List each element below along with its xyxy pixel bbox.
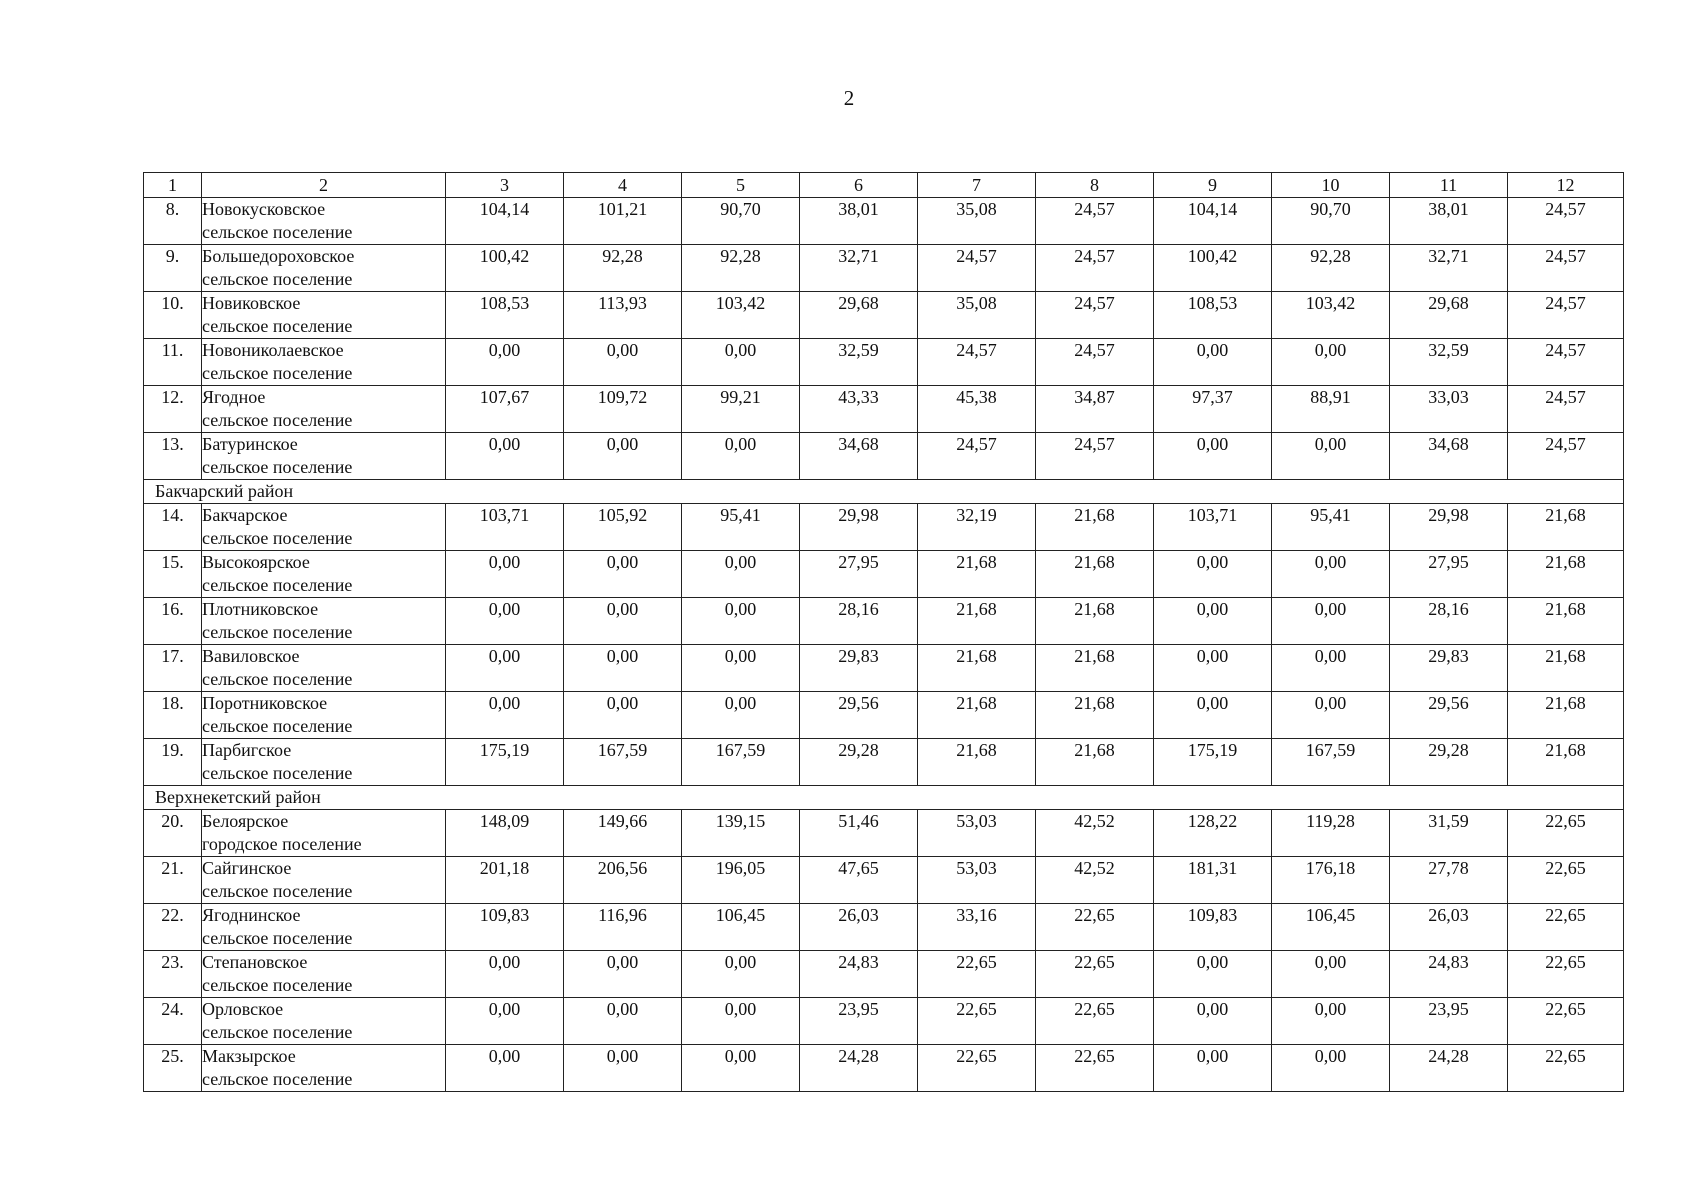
row-number: 8. — [144, 198, 202, 245]
value-cell: 0,00 — [1272, 951, 1390, 998]
table-header — [144, 173, 1624, 198]
settlement-name: Высокоярское — [202, 552, 310, 572]
value-cell: 0,00 — [446, 692, 564, 739]
value-cell: 0,00 — [1272, 433, 1390, 480]
value-cell: 22,65 — [1508, 998, 1624, 1045]
value-cell: 196,05 — [682, 857, 800, 904]
settlement-type: сельское поселение — [202, 316, 353, 336]
value-cell: 181,31 — [1154, 857, 1272, 904]
value-cell: 22,65 — [1508, 857, 1624, 904]
settlement-type: сельское поселение — [202, 669, 353, 689]
settlement-type: сельское поселение — [202, 975, 353, 995]
settlement-name-cell — [202, 386, 446, 433]
value-cell: 0,00 — [1154, 692, 1272, 739]
value-cell: 38,01 — [800, 198, 918, 245]
value-cell: 0,00 — [564, 645, 682, 692]
column-header: 7 — [918, 173, 1036, 198]
value-cell: 0,00 — [446, 1045, 564, 1092]
value-cell: 22,65 — [918, 998, 1036, 1045]
settlement-name: Бакчарское — [202, 505, 288, 525]
value-cell: 29,98 — [1390, 504, 1508, 551]
row-number: 12. — [144, 386, 202, 433]
value-cell: 100,42 — [446, 245, 564, 292]
row-number: 18. — [144, 692, 202, 739]
value-cell: 35,08 — [918, 198, 1036, 245]
value-cell: 0,00 — [446, 645, 564, 692]
settlement-name: Новониколаевское — [202, 340, 344, 360]
value-cell: 22,65 — [1508, 951, 1624, 998]
table-row — [144, 810, 1624, 857]
value-cell: 0,00 — [682, 692, 800, 739]
settlement-name-cell — [202, 692, 446, 739]
value-cell: 88,91 — [1272, 386, 1390, 433]
value-cell: 101,21 — [564, 198, 682, 245]
value-cell: 35,08 — [918, 292, 1036, 339]
value-cell: 32,19 — [918, 504, 1036, 551]
row-number: 22. — [144, 904, 202, 951]
value-cell: 0,00 — [564, 998, 682, 1045]
value-cell: 167,59 — [1272, 739, 1390, 786]
settlement-name-cell — [202, 904, 446, 951]
value-cell: 27,95 — [800, 551, 918, 598]
value-cell: 0,00 — [682, 339, 800, 386]
value-cell: 21,68 — [1508, 692, 1624, 739]
value-cell: 24,57 — [1036, 292, 1154, 339]
settlement-name: Ягодное — [202, 387, 266, 407]
row-number: 13. — [144, 433, 202, 480]
value-cell: 176,18 — [1272, 857, 1390, 904]
settlement-type: сельское поселение — [202, 575, 353, 595]
value-cell: 21,68 — [918, 739, 1036, 786]
table-row — [144, 857, 1624, 904]
table-row — [144, 739, 1624, 786]
value-cell: 21,68 — [1508, 645, 1624, 692]
settlement-name: Сайгинское — [202, 858, 292, 878]
value-cell: 104,14 — [446, 198, 564, 245]
row-number: 23. — [144, 951, 202, 998]
settlement-type: сельское поселение — [202, 1069, 353, 1089]
value-cell: 34,68 — [800, 433, 918, 480]
value-cell: 24,57 — [1508, 292, 1624, 339]
tariff-table — [143, 172, 1624, 1092]
value-cell: 24,28 — [800, 1045, 918, 1092]
value-cell: 0,00 — [682, 645, 800, 692]
value-cell: 0,00 — [564, 692, 682, 739]
value-cell: 24,57 — [1036, 198, 1154, 245]
value-cell: 33,16 — [918, 904, 1036, 951]
value-cell: 139,15 — [682, 810, 800, 857]
value-cell: 22,65 — [1508, 810, 1624, 857]
value-cell: 119,28 — [1272, 810, 1390, 857]
settlement-name: Поротниковское — [202, 693, 328, 713]
value-cell: 32,59 — [800, 339, 918, 386]
value-cell: 22,65 — [918, 951, 1036, 998]
header-row — [144, 173, 1624, 198]
value-cell: 23,95 — [1390, 998, 1508, 1045]
value-cell: 24,57 — [918, 433, 1036, 480]
table-row — [144, 339, 1624, 386]
value-cell: 149,66 — [564, 810, 682, 857]
value-cell: 22,65 — [1036, 1045, 1154, 1092]
settlement-type: сельское поселение — [202, 410, 353, 430]
value-cell: 0,00 — [1272, 339, 1390, 386]
value-cell: 27,95 — [1390, 551, 1508, 598]
value-cell: 42,52 — [1036, 857, 1154, 904]
column-header: 4 — [564, 173, 682, 198]
value-cell: 29,68 — [1390, 292, 1508, 339]
row-number: 9. — [144, 245, 202, 292]
value-cell: 0,00 — [682, 998, 800, 1045]
value-cell: 32,71 — [1390, 245, 1508, 292]
settlement-name-cell — [202, 645, 446, 692]
row-number: 20. — [144, 810, 202, 857]
value-cell: 29,28 — [800, 739, 918, 786]
value-cell: 34,68 — [1390, 433, 1508, 480]
value-cell: 0,00 — [446, 951, 564, 998]
value-cell: 100,42 — [1154, 245, 1272, 292]
value-cell: 109,83 — [446, 904, 564, 951]
settlement-name: Батуринское — [202, 434, 298, 454]
settlement-name-cell — [202, 198, 446, 245]
value-cell: 26,03 — [800, 904, 918, 951]
settlement-type: сельское поселение — [202, 222, 353, 242]
value-cell: 21,68 — [918, 692, 1036, 739]
value-cell: 0,00 — [446, 339, 564, 386]
settlement-name: Парбигское — [202, 740, 292, 760]
settlement-name-cell — [202, 951, 446, 998]
value-cell: 22,65 — [1508, 1045, 1624, 1092]
settlement-name: Белоярское — [202, 811, 289, 831]
column-header: 12 — [1508, 173, 1624, 198]
value-cell: 0,00 — [682, 598, 800, 645]
value-cell: 43,33 — [800, 386, 918, 433]
value-cell: 26,03 — [1390, 904, 1508, 951]
value-cell: 116,96 — [564, 904, 682, 951]
value-cell: 53,03 — [918, 810, 1036, 857]
value-cell: 0,00 — [682, 1045, 800, 1092]
settlement-type: городское поселение — [202, 834, 362, 854]
value-cell: 0,00 — [564, 339, 682, 386]
value-cell: 21,68 — [1036, 598, 1154, 645]
district-row — [144, 786, 1624, 810]
table-row — [144, 998, 1624, 1045]
settlement-name: Степановское — [202, 952, 308, 972]
row-number: 24. — [144, 998, 202, 1045]
value-cell: 32,59 — [1390, 339, 1508, 386]
settlement-type: сельское поселение — [202, 269, 353, 289]
value-cell: 175,19 — [446, 739, 564, 786]
value-cell: 0,00 — [564, 598, 682, 645]
value-cell: 31,59 — [1390, 810, 1508, 857]
table-row — [144, 551, 1624, 598]
value-cell: 0,00 — [682, 951, 800, 998]
value-cell: 0,00 — [1154, 433, 1272, 480]
settlement-type: сельское поселение — [202, 622, 353, 642]
value-cell: 0,00 — [1272, 1045, 1390, 1092]
settlement-type: сельское поселение — [202, 881, 353, 901]
value-cell: 206,56 — [564, 857, 682, 904]
value-cell: 21,68 — [918, 645, 1036, 692]
column-header: 6 — [800, 173, 918, 198]
value-cell: 27,78 — [1390, 857, 1508, 904]
value-cell: 0,00 — [1154, 598, 1272, 645]
value-cell: 103,71 — [1154, 504, 1272, 551]
value-cell: 0,00 — [682, 551, 800, 598]
value-cell: 109,72 — [564, 386, 682, 433]
row-number: 10. — [144, 292, 202, 339]
settlement-type: сельское поселение — [202, 457, 353, 477]
value-cell: 23,95 — [800, 998, 918, 1045]
value-cell: 201,18 — [446, 857, 564, 904]
table-body — [144, 198, 1624, 1092]
page-number: 2 — [843, 86, 855, 110]
value-cell: 21,68 — [918, 598, 1036, 645]
settlement-name-cell — [202, 810, 446, 857]
value-cell: 108,53 — [1154, 292, 1272, 339]
settlement-name: Плотниковское — [202, 599, 319, 619]
value-cell: 90,70 — [682, 198, 800, 245]
value-cell: 0,00 — [1272, 551, 1390, 598]
value-cell: 95,41 — [1272, 504, 1390, 551]
value-cell: 148,09 — [446, 810, 564, 857]
column-header: 1 — [144, 173, 202, 198]
value-cell: 21,68 — [1508, 739, 1624, 786]
value-cell: 21,68 — [1036, 551, 1154, 598]
value-cell: 29,68 — [800, 292, 918, 339]
settlement-name-cell — [202, 245, 446, 292]
district-row — [144, 480, 1624, 504]
row-number: 19. — [144, 739, 202, 786]
table-row — [144, 292, 1624, 339]
district-name: Верхнекетский район — [144, 786, 1624, 810]
value-cell: 107,67 — [446, 386, 564, 433]
value-cell: 0,00 — [564, 951, 682, 998]
row-number: 21. — [144, 857, 202, 904]
value-cell: 92,28 — [564, 245, 682, 292]
value-cell: 95,41 — [682, 504, 800, 551]
value-cell: 38,01 — [1390, 198, 1508, 245]
table-row — [144, 1045, 1624, 1092]
value-cell: 24,83 — [800, 951, 918, 998]
value-cell: 24,57 — [1508, 198, 1624, 245]
column-header: 11 — [1390, 173, 1508, 198]
value-cell: 0,00 — [446, 598, 564, 645]
value-cell: 0,00 — [1154, 339, 1272, 386]
value-cell: 0,00 — [1154, 951, 1272, 998]
value-cell: 24,57 — [1036, 339, 1154, 386]
value-cell: 0,00 — [446, 433, 564, 480]
value-cell: 90,70 — [1272, 198, 1390, 245]
settlement-name: Новиковское — [202, 293, 301, 313]
settlement-name: Орловское — [202, 999, 284, 1019]
settlement-name-cell — [202, 551, 446, 598]
value-cell: 22,65 — [1036, 998, 1154, 1045]
column-header: 8 — [1036, 173, 1154, 198]
table-row — [144, 692, 1624, 739]
column-header: 3 — [446, 173, 564, 198]
value-cell: 24,57 — [1508, 433, 1624, 480]
row-number: 15. — [144, 551, 202, 598]
value-cell: 29,83 — [1390, 645, 1508, 692]
table-row — [144, 386, 1624, 433]
value-cell: 99,21 — [682, 386, 800, 433]
value-cell: 0,00 — [1272, 692, 1390, 739]
value-cell: 32,71 — [800, 245, 918, 292]
district-name: Бакчарский район — [144, 480, 1624, 504]
value-cell: 34,87 — [1036, 386, 1154, 433]
value-cell: 167,59 — [564, 739, 682, 786]
value-cell: 104,14 — [1154, 198, 1272, 245]
settlement-name-cell — [202, 739, 446, 786]
value-cell: 0,00 — [1154, 998, 1272, 1045]
settlement-name-cell — [202, 433, 446, 480]
value-cell: 167,59 — [682, 739, 800, 786]
value-cell: 29,98 — [800, 504, 918, 551]
column-header: 9 — [1154, 173, 1272, 198]
value-cell: 29,56 — [1390, 692, 1508, 739]
settlement-name-cell — [202, 1045, 446, 1092]
column-header: 2 — [202, 173, 446, 198]
settlement-name-cell — [202, 504, 446, 551]
value-cell: 21,68 — [1508, 504, 1624, 551]
value-cell: 103,42 — [1272, 292, 1390, 339]
value-cell: 29,28 — [1390, 739, 1508, 786]
table-row — [144, 645, 1624, 692]
value-cell: 0,00 — [1154, 645, 1272, 692]
settlement-type: сельское поселение — [202, 763, 353, 783]
value-cell: 28,16 — [800, 598, 918, 645]
value-cell: 42,52 — [1036, 810, 1154, 857]
value-cell: 106,45 — [1272, 904, 1390, 951]
settlement-type: сельское поселение — [202, 1022, 353, 1042]
value-cell: 33,03 — [1390, 386, 1508, 433]
value-cell: 0,00 — [564, 1045, 682, 1092]
value-cell: 21,68 — [1036, 739, 1154, 786]
value-cell: 22,65 — [1036, 904, 1154, 951]
settlement-name: Макзырское — [202, 1046, 296, 1066]
settlement-name-cell — [202, 998, 446, 1045]
value-cell: 105,92 — [564, 504, 682, 551]
settlement-name-cell — [202, 339, 446, 386]
value-cell: 103,71 — [446, 504, 564, 551]
settlement-type: сельское поселение — [202, 928, 353, 948]
table-row — [144, 598, 1624, 645]
value-cell: 24,57 — [1036, 433, 1154, 480]
value-cell: 53,03 — [918, 857, 1036, 904]
table-row — [144, 504, 1624, 551]
column-header: 10 — [1272, 173, 1390, 198]
value-cell: 21,68 — [1036, 645, 1154, 692]
value-cell: 0,00 — [1272, 998, 1390, 1045]
value-cell: 22,65 — [1036, 951, 1154, 998]
value-cell: 0,00 — [1272, 598, 1390, 645]
value-cell: 0,00 — [564, 433, 682, 480]
row-number: 16. — [144, 598, 202, 645]
value-cell: 128,22 — [1154, 810, 1272, 857]
value-cell: 0,00 — [1154, 551, 1272, 598]
value-cell: 21,68 — [918, 551, 1036, 598]
settlement-name: Большедороховское — [202, 246, 355, 266]
value-cell: 22,65 — [918, 1045, 1036, 1092]
row-number: 17. — [144, 645, 202, 692]
row-number: 14. — [144, 504, 202, 551]
value-cell: 21,68 — [1508, 598, 1624, 645]
value-cell: 24,57 — [918, 339, 1036, 386]
row-number: 11. — [144, 339, 202, 386]
value-cell: 24,57 — [918, 245, 1036, 292]
value-cell: 24,83 — [1390, 951, 1508, 998]
value-cell: 21,68 — [1508, 551, 1624, 598]
value-cell: 29,83 — [800, 645, 918, 692]
settlement-type: сельское поселение — [202, 716, 353, 736]
settlement-name: Вавиловское — [202, 646, 300, 666]
value-cell: 28,16 — [1390, 598, 1508, 645]
value-cell: 0,00 — [564, 551, 682, 598]
value-cell: 0,00 — [1154, 1045, 1272, 1092]
value-cell: 108,53 — [446, 292, 564, 339]
settlement-type: сельское поселение — [202, 363, 353, 383]
settlement-type: сельское поселение — [202, 528, 353, 548]
value-cell: 109,83 — [1154, 904, 1272, 951]
value-cell: 21,68 — [1036, 504, 1154, 551]
value-cell: 0,00 — [682, 433, 800, 480]
value-cell: 24,57 — [1508, 386, 1624, 433]
value-cell: 113,93 — [564, 292, 682, 339]
table-row — [144, 904, 1624, 951]
table-row — [144, 951, 1624, 998]
settlement-name: Новокусковское — [202, 199, 326, 219]
value-cell: 92,28 — [1272, 245, 1390, 292]
settlement-name-cell — [202, 857, 446, 904]
table-row — [144, 245, 1624, 292]
settlement-name-cell — [202, 292, 446, 339]
value-cell: 45,38 — [918, 386, 1036, 433]
value-cell: 103,42 — [682, 292, 800, 339]
value-cell: 175,19 — [1154, 739, 1272, 786]
value-cell: 24,57 — [1508, 245, 1624, 292]
value-cell: 29,56 — [800, 692, 918, 739]
value-cell: 24,57 — [1036, 245, 1154, 292]
settlement-name: Ягоднинское — [202, 905, 301, 925]
table-row — [144, 433, 1624, 480]
value-cell: 0,00 — [1272, 645, 1390, 692]
value-cell: 92,28 — [682, 245, 800, 292]
value-cell: 47,65 — [800, 857, 918, 904]
row-number: 25. — [144, 1045, 202, 1092]
settlement-name-cell — [202, 598, 446, 645]
value-cell: 22,65 — [1508, 904, 1624, 951]
value-cell: 24,28 — [1390, 1045, 1508, 1092]
value-cell: 106,45 — [682, 904, 800, 951]
value-cell: 0,00 — [446, 551, 564, 598]
value-cell: 51,46 — [800, 810, 918, 857]
value-cell: 21,68 — [1036, 692, 1154, 739]
value-cell: 97,37 — [1154, 386, 1272, 433]
table-row — [144, 198, 1624, 245]
value-cell: 24,57 — [1508, 339, 1624, 386]
value-cell: 0,00 — [446, 998, 564, 1045]
column-header: 5 — [682, 173, 800, 198]
